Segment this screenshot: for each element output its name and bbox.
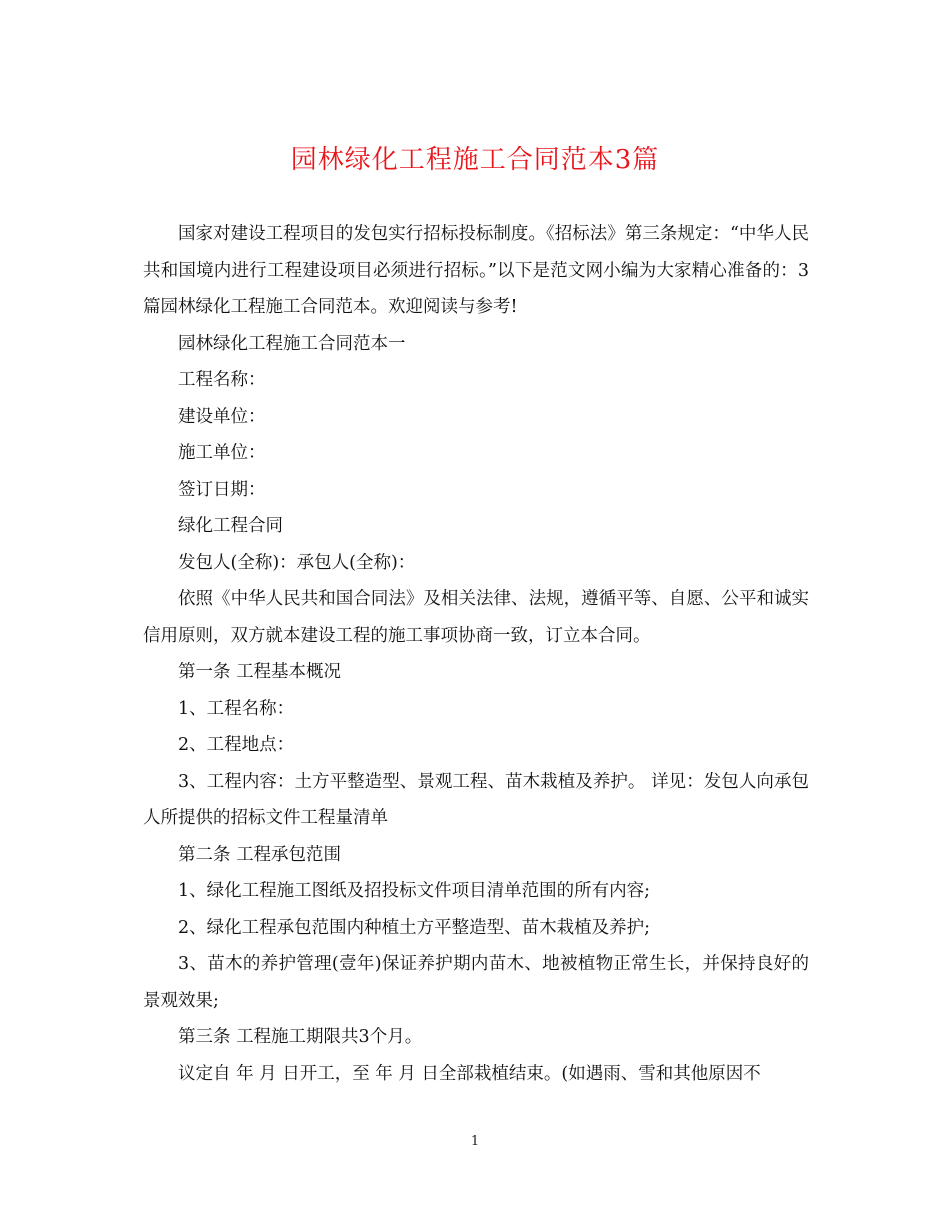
- paragraph-builder-unit: 施工单位：: [178, 443, 266, 463]
- paragraph-item-1-1: 1、工程名称：: [178, 698, 295, 719]
- paragraph-project-name: 工程名称：: [178, 370, 266, 390]
- paragraph-intro: 国家对建设工程项目的发包实行招标投标制度。《招标法》第三条规定：“中华人民共和国境内进行工程建设项目必须进行招标。”以下是范文网小编为大家精心准备的：3篇园林绿化工程施工合同范本。欢迎阅读与参考!: [143, 224, 809, 317]
- paragraph-item-2-2: 2、绿化工程承包范围内种植土方平整造型、苗木栽植及养护;: [178, 917, 651, 938]
- document-body: [143, 216, 809, 1092]
- paragraph-article-1: 第一条 工程基本概况: [178, 662, 342, 682]
- paragraph-item-1-3: 3、工程内容：土方平整造型、景观工程、苗木栽植及养护。 详见：发包人向承包人所提供的招标文件工程量清单: [143, 771, 809, 828]
- paragraph-parties: 发包人(全称)：承包人(全称)：: [178, 552, 416, 573]
- paragraph-article-3: 第三条 工程施工期限共3个月。: [178, 1027, 423, 1047]
- page-number: 1: [470, 1134, 480, 1149]
- paragraph-article-2: 第二条 工程承包范围: [178, 844, 342, 865]
- paragraph-contract-heading: 园林绿化工程施工合同范本一: [178, 333, 406, 354]
- paragraph-item-1-2: 2、工程地点：: [178, 735, 295, 755]
- paragraph-item-2-1: 1、绿化工程施工图纸及招投标文件项目清单范围的所有内容;: [178, 881, 651, 901]
- document-title: 园林绿化工程施工合同范本3篇: [290, 145, 660, 175]
- paragraph-legal-basis: 依照《中华人民共和国合同法》及相关法律、法规，遵循平等、自愿、公平和诚实信用原则，双方就本建设工程的施工事项协商一致，订立本合同。: [143, 589, 809, 646]
- paragraph-schedule: 议定自 年 月 日开工，至 年 月 日全部栽植结束。(如遇雨、雪和其他原因不: [178, 1063, 761, 1084]
- paragraph-item-2-3: 3、苗木的养护管理(壹年)保证养护期内苗木、地被植物正常生长，并保持良好的景观效果;: [143, 954, 809, 1011]
- paragraph-contract-type: 绿化工程合同: [178, 516, 283, 536]
- paragraph-construction-unit: 建设单位：: [178, 406, 266, 427]
- paragraph-sign-date: 签订日期：: [178, 479, 266, 500]
